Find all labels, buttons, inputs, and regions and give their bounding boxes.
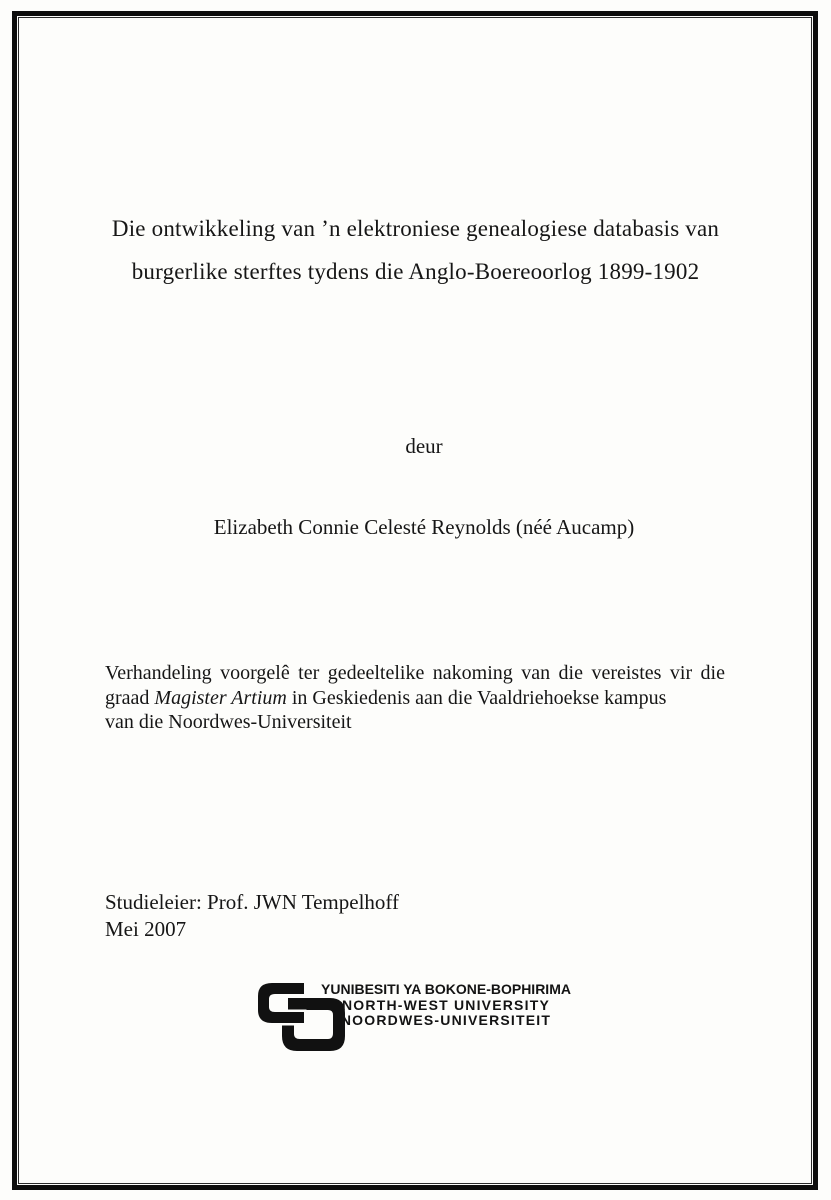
wordmark-line-english: NORTH-WEST UNIVERSITY	[342, 996, 550, 1013]
date-line: Mei 2007	[105, 917, 187, 941]
supervisor-line: Studieleier: Prof. JWN Tempelhoff	[105, 890, 400, 914]
degree-name-italic: Magister Artium	[154, 686, 287, 709]
submission-line-3: van die Noordwes-Universiteit	[105, 711, 352, 733]
title-line-1: Die ontwikkeling van ’n elektroniese genealogiese databasis van	[111, 216, 720, 241]
wordmark-line-setswana: YUNIBESITI YA BOKONE-BOPHIRIMA	[321, 981, 571, 997]
supervisor-block	[105, 889, 399, 943]
submission-line-2-pre: graad	[105, 686, 155, 709]
byline-label: deur	[405, 434, 443, 458]
author-name: Elizabeth Connie Celesté Reynolds (néé Aucamp)	[213, 515, 635, 539]
thesis-title	[0, 207, 831, 293]
submission-line-2-post: in Geskiedenis aan die Vaaldriehoekse kampus	[286, 686, 667, 709]
submission-line-2	[105, 686, 725, 711]
university-wordmark	[318, 982, 574, 1029]
submission-line-1: Verhandeling voorgelê ter gedeeltelike nakoming van die vereistes vir die	[105, 662, 725, 684]
title-line-2: burgerlike sterftes tydens die Anglo-Boereoorlog 1899-1902	[131, 259, 700, 284]
wordmark-line-afrikaans: NOORDWES-UNIVERSITEIT	[340, 1012, 552, 1029]
submission-statement	[105, 661, 725, 735]
